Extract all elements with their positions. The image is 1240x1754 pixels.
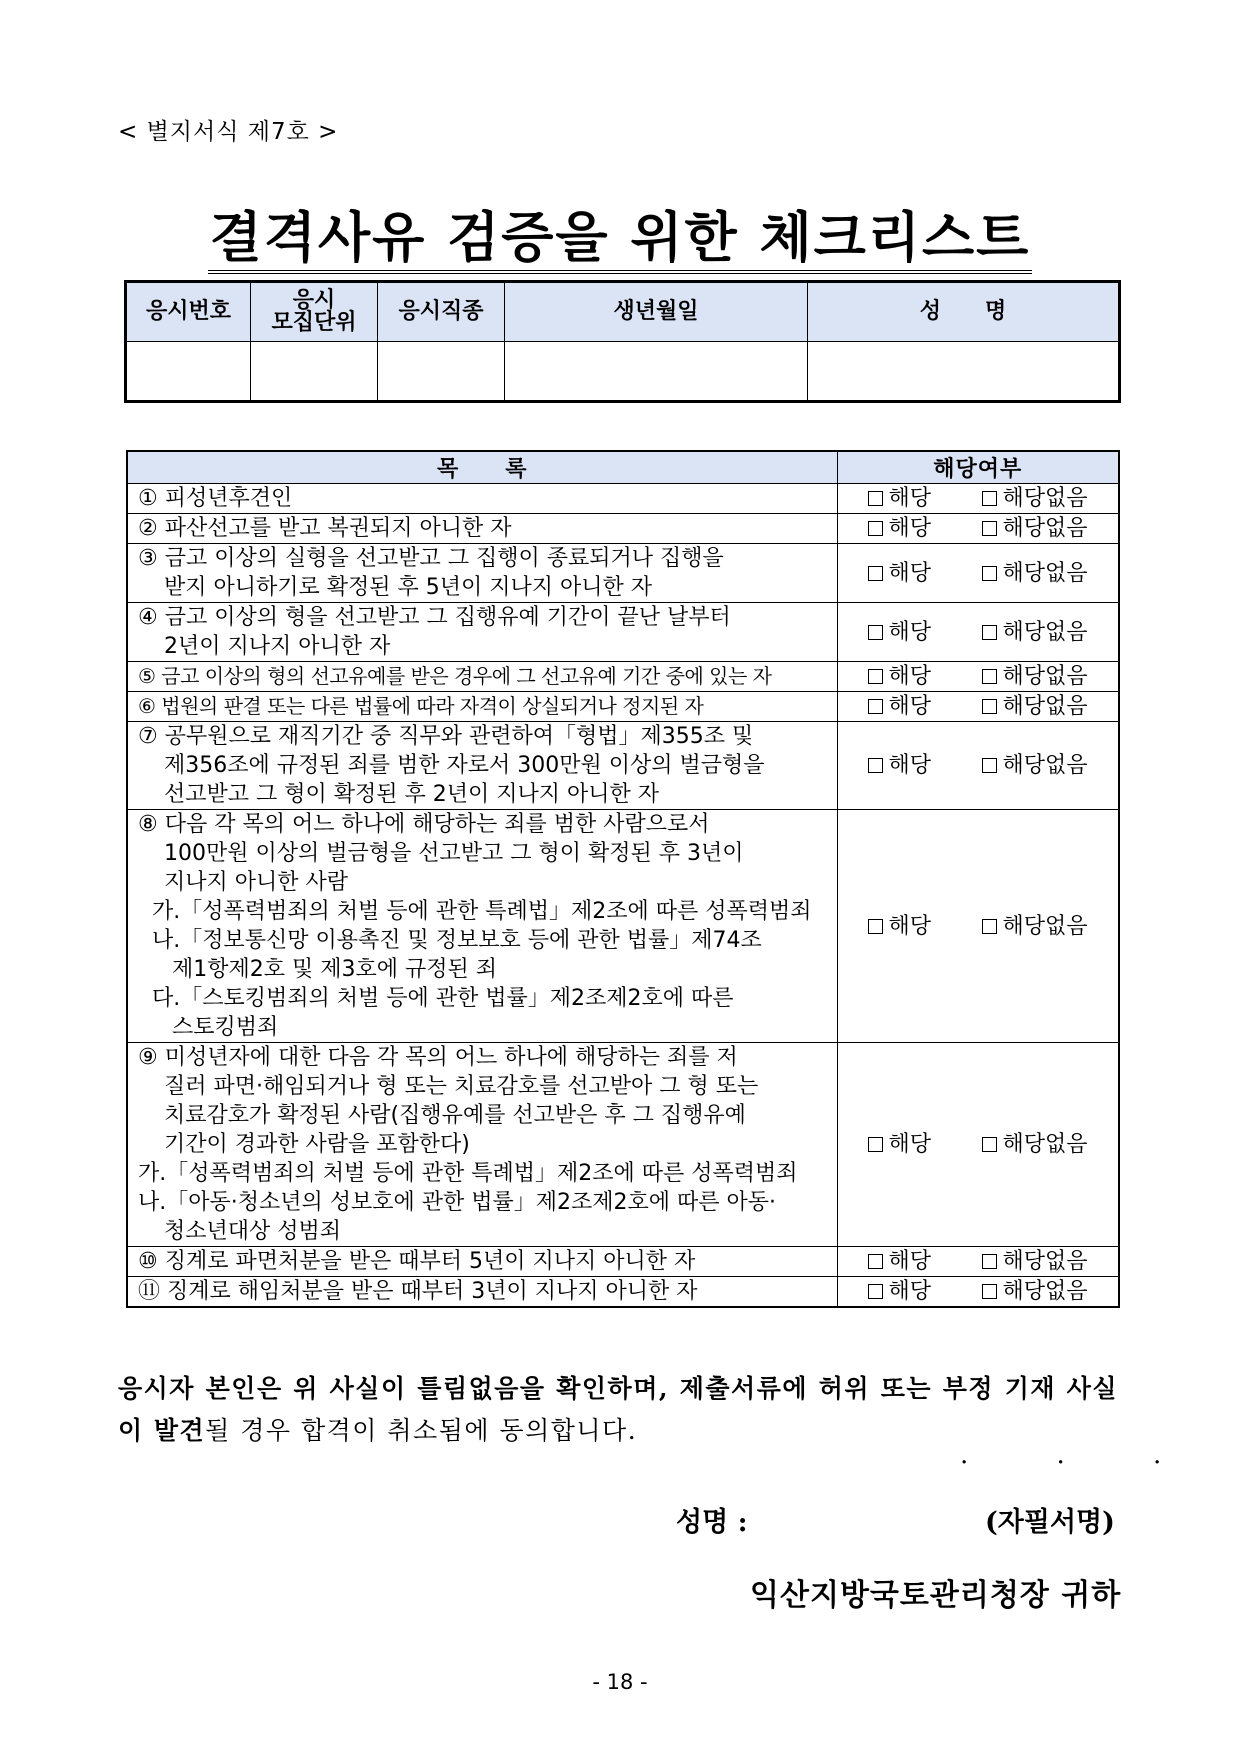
option-applicable-label: 해당 bbox=[888, 913, 932, 939]
checklist-options bbox=[837, 514, 1119, 544]
birth-date-cell[interactable] bbox=[505, 342, 808, 402]
checkbox-icon[interactable] bbox=[982, 1137, 997, 1152]
signature-name-label: 성명 : bbox=[676, 1507, 748, 1538]
addressee: 익산지방국토관리청장 귀하 bbox=[750, 1578, 1122, 1613]
checklist-item-line: 2년이 지나지 아니한 자 bbox=[164, 634, 391, 659]
checklist-row bbox=[127, 692, 1119, 722]
checklist-option-group bbox=[838, 662, 1119, 691]
checklist-options bbox=[837, 1043, 1119, 1247]
option-applicable-label: 해당 bbox=[888, 1279, 932, 1304]
disqualification-checklist bbox=[126, 450, 1120, 1308]
checklist-item-line: 스토킹범죄 bbox=[172, 1015, 279, 1040]
checklist-item-line: ⑥ 법원의 판결 또는 다른 법률에 따라 자격이 상실되거나 정지된 자 bbox=[138, 694, 704, 718]
checklist-item-line: ① 피성년후견인 bbox=[138, 486, 293, 511]
checklist-item-line: 받지 아니하기로 확정된 후 5년이 지나지 아니한 자 bbox=[164, 575, 652, 600]
option-applicable[interactable] bbox=[868, 912, 982, 941]
checklist-item-lines bbox=[138, 692, 833, 721]
checklist-item-line: ② 파산선고를 받고 복권되지 아니한 자 bbox=[138, 516, 512, 541]
checklist-item-line: ⑦ 공무원으로 재직기간 중 직무와 관련하여「형법」제355조 및 bbox=[138, 724, 754, 749]
checklist-options bbox=[837, 1277, 1119, 1308]
job-type-cell[interactable] bbox=[378, 342, 505, 402]
option-not-applicable-label: 해당없음 bbox=[1002, 1279, 1088, 1304]
option-applicable[interactable] bbox=[868, 1130, 982, 1159]
option-applicable-label: 해당 bbox=[888, 486, 932, 511]
option-not-applicable[interactable] bbox=[982, 912, 1088, 941]
checklist-item-text bbox=[127, 484, 837, 514]
option-applicable[interactable] bbox=[868, 1247, 982, 1276]
header-recruit-unit: 응시 모집단위 bbox=[251, 282, 378, 342]
checklist-header-row bbox=[127, 451, 1119, 484]
option-not-applicable[interactable] bbox=[982, 692, 1088, 721]
checklist-item-text bbox=[127, 1277, 837, 1308]
option-applicable[interactable] bbox=[868, 692, 982, 721]
checklist-item-lines bbox=[138, 484, 833, 513]
applicant-info-input-row bbox=[126, 342, 1120, 402]
checkbox-icon[interactable] bbox=[868, 919, 883, 934]
option-applicable-label: 해당 bbox=[888, 753, 932, 778]
header-items: 목 록 bbox=[127, 451, 837, 484]
checklist-options bbox=[837, 1247, 1119, 1277]
option-applicable-label: 해당 bbox=[888, 1132, 932, 1157]
checklist-item-text bbox=[127, 1043, 837, 1247]
checklist-item-lines bbox=[138, 1277, 833, 1306]
option-not-applicable[interactable] bbox=[982, 662, 1088, 691]
header-name: 성 명 bbox=[808, 282, 1120, 342]
checkbox-icon[interactable] bbox=[982, 521, 997, 536]
checklist-item-line: ⑨ 미성년자에 대한 다음 각 목의 어느 하나에 해당하는 죄를 저 bbox=[138, 1045, 738, 1070]
checklist-item-line: 가.「성폭력범죄의 처벌 등에 관한 특례법」제2조에 따른 성폭력범죄 bbox=[138, 1161, 798, 1186]
checklist-item-line: 치료감호가 확정된 사람(집행유예를 선고받은 후 그 집행유예 bbox=[164, 1103, 746, 1128]
checklist-row bbox=[127, 722, 1119, 810]
checklist-item-line: 기간이 경과한 사람을 포함한다) bbox=[164, 1132, 470, 1157]
checklist-item-text bbox=[127, 603, 837, 662]
date-placeholder: . . . bbox=[960, 1440, 1202, 1470]
checklist-option-group bbox=[838, 514, 1119, 543]
consent-statement-normal: 될 경우 합격이 취소됨에 동의합니다. bbox=[205, 1416, 638, 1445]
checklist-options bbox=[837, 692, 1119, 722]
option-not-applicable-label: 해당없음 bbox=[1002, 664, 1088, 689]
exam-number-cell[interactable] bbox=[126, 342, 251, 402]
handwritten-signature-label: (자필서명) bbox=[985, 1507, 1115, 1538]
option-applicable[interactable] bbox=[868, 751, 982, 780]
checklist-row bbox=[127, 1043, 1119, 1247]
checklist-item-line: 청소년대상 성범죄 bbox=[164, 1219, 342, 1244]
checklist-item-line: 100만원 이상의 벌금형을 선고받고 그 형이 확정된 후 3년이 bbox=[164, 841, 744, 866]
option-not-applicable[interactable] bbox=[982, 514, 1088, 543]
checklist-item-text bbox=[127, 662, 837, 692]
option-not-applicable[interactable] bbox=[982, 1247, 1088, 1276]
checklist-options bbox=[837, 544, 1119, 603]
option-not-applicable-label: 해당없음 bbox=[1002, 619, 1088, 645]
checklist-item-lines bbox=[138, 514, 833, 543]
checklist-item-lines bbox=[138, 1043, 833, 1246]
checklist-item-lines bbox=[138, 662, 833, 691]
checkbox-icon[interactable] bbox=[982, 699, 997, 714]
header-exam-number: 응시번호 bbox=[126, 282, 251, 342]
checklist-item-line: ⑩ 징계로 파면처분을 받은 때부터 5년이 지나지 아니한 자 bbox=[138, 1249, 696, 1274]
option-applicable[interactable] bbox=[868, 559, 982, 588]
checklist-item-text bbox=[127, 1247, 837, 1277]
checklist-row bbox=[127, 810, 1119, 1043]
option-applicable-label: 해당 bbox=[888, 1249, 932, 1274]
option-not-applicable[interactable] bbox=[982, 484, 1088, 513]
checklist-option-group bbox=[838, 1247, 1119, 1276]
document-title bbox=[0, 195, 1240, 272]
checklist-item-text bbox=[127, 722, 837, 810]
option-not-applicable-label: 해당없음 bbox=[1002, 516, 1088, 541]
option-not-applicable[interactable] bbox=[982, 559, 1088, 588]
checklist-options bbox=[837, 722, 1119, 810]
checklist-options bbox=[837, 662, 1119, 692]
checklist-item-lines bbox=[138, 810, 833, 1042]
checklist-item-line: 나.「정보통신망 이용촉진 및 정보보호 등에 관한 법률」제74조 bbox=[152, 928, 762, 953]
applicant-info-header-row bbox=[126, 282, 1120, 342]
checkbox-icon[interactable] bbox=[982, 1284, 997, 1299]
checklist-item-lines bbox=[138, 544, 833, 602]
header-birth-date: 생년월일 bbox=[505, 282, 808, 342]
option-not-applicable-label: 해당없음 bbox=[1002, 560, 1088, 586]
checkbox-icon[interactable] bbox=[868, 1137, 883, 1152]
checklist-item-text bbox=[127, 810, 837, 1043]
checklist-item-line: ⑧ 다음 각 목의 어느 하나에 해당하는 죄를 범한 사람으로서 bbox=[138, 812, 710, 837]
page-number: - 18 - bbox=[592, 1670, 648, 1694]
checklist-item-line: 제1항제2호 및 제3호에 규정된 죄 bbox=[172, 957, 497, 982]
checklist-option-group bbox=[838, 751, 1119, 780]
checklist-option-group bbox=[838, 1277, 1119, 1306]
checklist-options bbox=[837, 603, 1119, 662]
checklist-option-group bbox=[838, 912, 1119, 941]
option-applicable[interactable] bbox=[868, 618, 982, 647]
checklist-item-line: ④ 금고 이상의 형을 선고받고 그 집행유예 기간이 끝난 날부터 bbox=[138, 605, 731, 630]
option-not-applicable-label: 해당없음 bbox=[1002, 913, 1088, 939]
checkbox-icon[interactable] bbox=[982, 669, 997, 684]
checkbox-icon[interactable] bbox=[868, 521, 883, 536]
option-not-applicable-label: 해당없음 bbox=[1002, 694, 1088, 719]
checklist-item-line: 질러 파면·해임되거나 형 또는 치료감호를 선고받아 그 형 또는 bbox=[164, 1074, 759, 1099]
option-not-applicable[interactable] bbox=[982, 618, 1088, 647]
checklist-item-text bbox=[127, 544, 837, 603]
consent-statement-bold: 응시자 본인은 위 사실이 틀림없음을 확인하며, 제출서류에 허위 또는 부정 기재 사실이 발견 bbox=[118, 1374, 1118, 1445]
checkbox-icon[interactable] bbox=[868, 566, 883, 581]
checkbox-icon[interactable] bbox=[982, 758, 997, 773]
option-not-applicable[interactable] bbox=[982, 751, 1088, 780]
checklist-options bbox=[837, 810, 1119, 1043]
checklist-row bbox=[127, 544, 1119, 603]
checklist-row bbox=[127, 603, 1119, 662]
option-applicable[interactable] bbox=[868, 662, 982, 691]
name-cell[interactable] bbox=[808, 342, 1120, 402]
checklist-item-line: 다.「스토킹범죄의 처벌 등에 관한 법률」제2조제2호에 따른 bbox=[152, 986, 734, 1011]
checklist-option-group bbox=[838, 559, 1119, 588]
checklist-option-group bbox=[838, 692, 1119, 721]
checklist-item-text bbox=[127, 514, 837, 544]
checklist-item-line: 제356조에 규정된 죄를 범한 자로서 300만원 이상의 벌금형을 bbox=[164, 753, 765, 778]
checkbox-icon[interactable] bbox=[982, 1254, 997, 1269]
checkbox-icon[interactable] bbox=[868, 1284, 883, 1299]
checkbox-icon[interactable] bbox=[868, 1254, 883, 1269]
option-applicable[interactable] bbox=[868, 514, 982, 543]
checkbox-icon[interactable] bbox=[868, 669, 883, 684]
checkbox-icon[interactable] bbox=[868, 758, 883, 773]
checklist-row bbox=[127, 484, 1119, 514]
checklist-item-line: 선고받고 그 형이 확정된 후 2년이 지나지 아니한 자 bbox=[164, 782, 659, 807]
checklist-item-lines bbox=[138, 603, 833, 661]
checklist-option-group bbox=[838, 618, 1119, 647]
checklist-item-line: ⑤ 금고 이상의 형의 선고유예를 받은 경우에 그 선고유예 기간 중에 있는 자 bbox=[138, 664, 772, 688]
checklist-option-group bbox=[838, 484, 1119, 513]
option-applicable[interactable] bbox=[868, 484, 982, 513]
checklist-row bbox=[127, 1247, 1119, 1277]
checklist-item-lines bbox=[138, 722, 833, 809]
checklist-item-lines bbox=[138, 1247, 833, 1276]
checklist-options bbox=[837, 484, 1119, 514]
header-job-type: 응시직종 bbox=[378, 282, 505, 342]
option-not-applicable[interactable] bbox=[982, 1277, 1088, 1306]
recruit-unit-cell[interactable] bbox=[251, 342, 378, 402]
checklist-row bbox=[127, 1277, 1119, 1308]
option-applicable-label: 해당 bbox=[888, 619, 932, 645]
checklist-row bbox=[127, 514, 1119, 544]
option-not-applicable-label: 해당없음 bbox=[1002, 1132, 1088, 1157]
checklist-item-line: 나.「아동·청소년의 성보호에 관한 법률」제2조제2호에 따른 아동· bbox=[138, 1190, 776, 1215]
checkbox-icon[interactable] bbox=[982, 919, 997, 934]
option-not-applicable-label: 해당없음 bbox=[1002, 753, 1088, 778]
checklist-item-line: ③ 금고 이상의 실형을 선고받고 그 집행이 종료되거나 집행을 bbox=[138, 546, 724, 571]
option-applicable-label: 해당 bbox=[888, 664, 932, 689]
checkbox-icon[interactable] bbox=[868, 699, 883, 714]
checklist-item-text bbox=[127, 692, 837, 722]
form-number-label: < 별지서식 제7호 > bbox=[118, 119, 339, 145]
option-applicable-label: 해당 bbox=[888, 694, 932, 719]
option-not-applicable-label: 해당없음 bbox=[1002, 1249, 1088, 1274]
checklist-item-line: 가.「성폭력범죄의 처벌 등에 관한 특례법」제2조에 따른 성폭력범죄 bbox=[152, 899, 812, 924]
option-applicable[interactable] bbox=[868, 1277, 982, 1306]
option-not-applicable[interactable] bbox=[982, 1130, 1088, 1159]
option-applicable-label: 해당 bbox=[888, 560, 932, 586]
applicant-info-table bbox=[124, 280, 1121, 403]
checklist-row bbox=[127, 662, 1119, 692]
checkbox-icon[interactable] bbox=[982, 491, 997, 506]
header-applicability: 해당여부 bbox=[837, 451, 1119, 484]
checkbox-icon[interactable] bbox=[982, 566, 997, 581]
checklist-option-group bbox=[838, 1130, 1119, 1159]
document-title-text: 결격사유 검증을 위한 체크리스트 bbox=[208, 206, 1033, 274]
checkbox-icon[interactable] bbox=[982, 625, 997, 640]
checklist-item-line: 지나지 아니한 사람 bbox=[164, 870, 349, 895]
option-not-applicable-label: 해당없음 bbox=[1002, 486, 1088, 511]
checklist-item-line: ⑪ 징계로 해임처분을 받은 때부터 3년이 지나지 아니한 자 bbox=[138, 1279, 698, 1304]
checkbox-icon[interactable] bbox=[868, 625, 883, 640]
checkbox-icon[interactable] bbox=[868, 491, 883, 506]
option-applicable-label: 해당 bbox=[888, 516, 932, 541]
